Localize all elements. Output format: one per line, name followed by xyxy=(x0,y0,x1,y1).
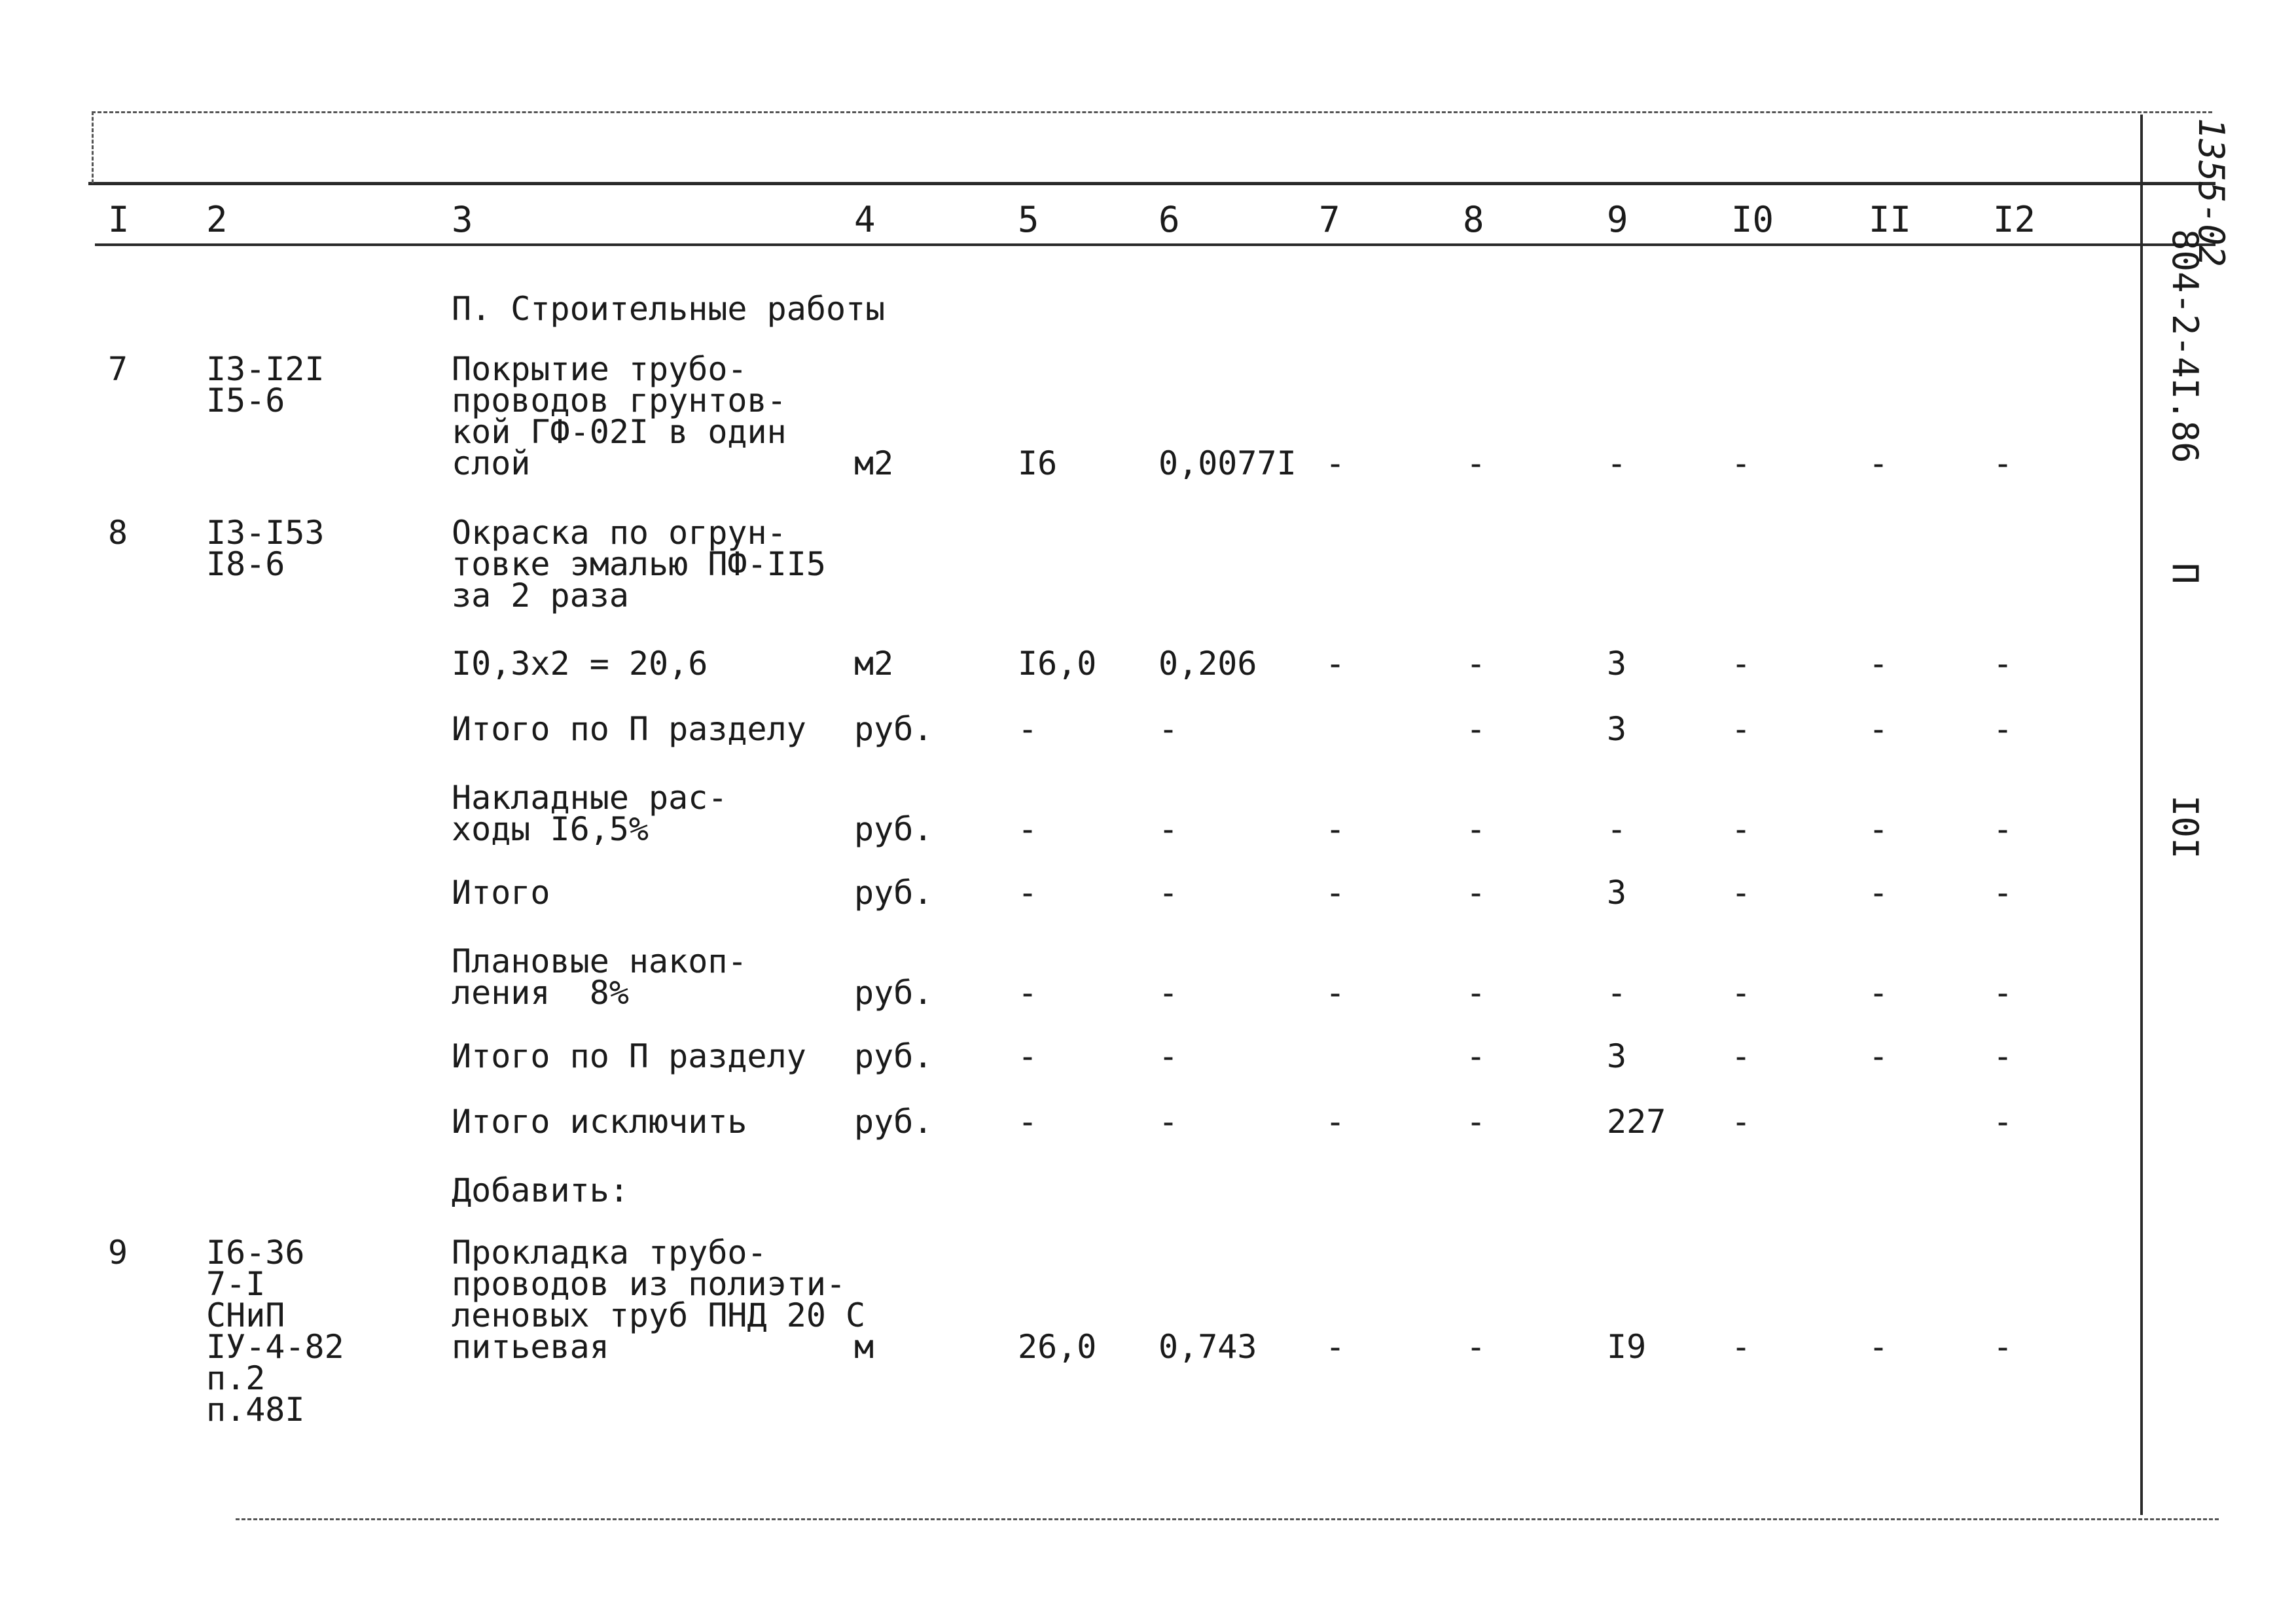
cell-c12: - xyxy=(1993,1328,2013,1366)
cell-c8: - xyxy=(1466,710,1486,748)
page-number: I0I xyxy=(2164,795,2206,859)
description-line: Итого по П разделу xyxy=(452,1037,806,1075)
cell-val: - xyxy=(1158,874,1179,912)
cell-val: - xyxy=(1158,1103,1179,1141)
column-header-6: 6 xyxy=(1158,199,1180,240)
cell-c11: - xyxy=(1869,810,1889,848)
top-border xyxy=(92,111,2212,113)
document-code: 804-2-4I.86 xyxy=(2164,229,2206,463)
cell-c8: - xyxy=(1466,645,1486,683)
cell-c7: - xyxy=(1325,1328,1346,1366)
cell-c12: - xyxy=(1993,1037,2013,1075)
cell-c7: - xyxy=(1325,974,1346,1012)
bottom-border xyxy=(236,1518,2219,1520)
cell-c9: - xyxy=(1607,444,1627,482)
cell-val: - xyxy=(1158,710,1179,748)
cell-c10: - xyxy=(1731,1037,1751,1075)
cell-c11: - xyxy=(1869,1037,1889,1075)
cell-c10: - xyxy=(1731,710,1751,748)
cell-unit: руб. xyxy=(854,1103,933,1141)
cell-c8: - xyxy=(1466,1328,1486,1366)
cell-c8: - xyxy=(1466,1037,1486,1075)
row-description xyxy=(452,1234,866,1366)
header-bottom-rule xyxy=(95,243,2215,246)
column-header-7: 7 xyxy=(1319,199,1340,240)
cell-c9: 3 xyxy=(1607,874,1627,912)
cell-c12: - xyxy=(1993,1103,2013,1141)
column-header-1: I xyxy=(108,199,130,240)
description-line: Добавить: xyxy=(452,1171,629,1209)
description-line: слой xyxy=(452,444,531,482)
cell-unit: руб. xyxy=(854,874,933,912)
part-label: П xyxy=(2164,563,2206,584)
cell-c9: I9 xyxy=(1607,1328,1647,1366)
code-line: IУ-4-82 xyxy=(206,1328,344,1366)
column-header-8: 8 xyxy=(1463,199,1484,240)
cell-val: - xyxy=(1158,974,1179,1012)
cell-c11: - xyxy=(1869,710,1889,748)
row-description xyxy=(452,1037,806,1075)
cell-c8: - xyxy=(1466,874,1486,912)
cell-unit: м2 xyxy=(854,444,894,482)
cell-c10: - xyxy=(1731,810,1751,848)
cell-c9: 227 xyxy=(1607,1103,1666,1141)
cell-qty: - xyxy=(1018,710,1038,748)
description-line: I0,3x2 = 20,6 xyxy=(452,645,708,683)
column-header-10: I0 xyxy=(1731,199,1774,240)
cell-c10: - xyxy=(1731,645,1751,683)
stamp-number: 1355-02 xyxy=(2191,118,2232,267)
row-number: 7 xyxy=(108,350,128,388)
cell-c12: - xyxy=(1993,710,2013,748)
cell-c9: 3 xyxy=(1607,710,1627,748)
cell-qty: - xyxy=(1018,1103,1038,1141)
row-description xyxy=(452,514,826,615)
cell-c9: - xyxy=(1607,974,1627,1012)
right-border xyxy=(2140,115,2143,1515)
cell-unit: м2 xyxy=(854,645,894,683)
left-border xyxy=(92,111,94,183)
cell-val: 0,206 xyxy=(1158,645,1257,683)
column-header-12: I2 xyxy=(1993,199,2036,240)
column-header-2: 2 xyxy=(206,199,228,240)
cell-qty: - xyxy=(1018,874,1038,912)
code-line: СНиП xyxy=(206,1296,285,1334)
cell-c8: - xyxy=(1466,974,1486,1012)
description-line: Итого xyxy=(452,874,550,912)
row-description xyxy=(452,1103,747,1141)
cell-c12: - xyxy=(1993,444,2013,482)
column-header-5: 5 xyxy=(1018,199,1039,240)
code-line: п.2 xyxy=(206,1359,266,1397)
cell-c12: - xyxy=(1993,810,2013,848)
cell-c10: - xyxy=(1731,444,1751,482)
cell-c11: - xyxy=(1869,974,1889,1012)
cell-c12: - xyxy=(1993,874,2013,912)
cell-c12: - xyxy=(1993,645,2013,683)
cell-c8: - xyxy=(1466,810,1486,848)
section-title: П. Строительные работы xyxy=(452,290,886,328)
cell-unit: руб. xyxy=(854,974,933,1012)
cell-c8: - xyxy=(1466,1103,1486,1141)
description-line: питьевая xyxy=(452,1328,609,1366)
cell-qty: I6 xyxy=(1018,444,1058,482)
row-number: 9 xyxy=(108,1234,128,1272)
cell-c11: - xyxy=(1869,1328,1889,1366)
cell-c7: - xyxy=(1325,874,1346,912)
cell-c11: - xyxy=(1869,874,1889,912)
cell-qty: 26,0 xyxy=(1018,1328,1097,1366)
code-line: I3-I53 xyxy=(206,514,325,552)
description-line: кой ГФ-02I в один xyxy=(452,413,787,451)
row-description xyxy=(452,710,806,748)
cell-qty: - xyxy=(1018,974,1038,1012)
row-description xyxy=(452,779,728,848)
cell-c7: - xyxy=(1325,810,1346,848)
column-header-4: 4 xyxy=(854,199,876,240)
cell-c7: - xyxy=(1325,444,1346,482)
description-line: ходы I6,5% xyxy=(452,810,649,848)
row-description xyxy=(452,874,550,912)
cell-unit: руб. xyxy=(854,710,933,748)
description-line: леновых труб ПНД 20 С xyxy=(452,1296,866,1334)
cell-unit: руб. xyxy=(854,1037,933,1075)
description-line: товке эмалью ПФ-II5 xyxy=(452,545,826,583)
cell-val: 0,0077I xyxy=(1158,444,1297,482)
code-line: I3-I2I xyxy=(206,350,325,388)
row-code xyxy=(206,350,325,419)
cell-c11: - xyxy=(1869,444,1889,482)
cell-c9: 3 xyxy=(1607,1037,1627,1075)
cell-c7: - xyxy=(1325,1103,1346,1141)
description-line: Плановые накоп- xyxy=(452,942,747,980)
cell-c11: - xyxy=(1869,645,1889,683)
column-header-11: II xyxy=(1869,199,1912,240)
cell-qty: I6,0 xyxy=(1018,645,1097,683)
row-description xyxy=(452,1171,629,1209)
description-line: за 2 раза xyxy=(452,577,629,615)
description-line: Накладные рас- xyxy=(452,779,728,817)
description-line: Итого исключить xyxy=(452,1103,747,1141)
description-line: Прокладка трубо- xyxy=(452,1234,767,1272)
code-line: п.48I xyxy=(206,1391,305,1429)
cell-qty: - xyxy=(1018,810,1038,848)
cell-val: - xyxy=(1158,1037,1179,1075)
row-description xyxy=(452,942,747,1012)
cell-unit: руб. xyxy=(854,810,933,848)
column-header-9: 9 xyxy=(1607,199,1628,240)
cell-val: 0,743 xyxy=(1158,1328,1257,1366)
cell-c8: - xyxy=(1466,444,1486,482)
row-number: 8 xyxy=(108,514,128,552)
cell-c9: 3 xyxy=(1607,645,1627,683)
code-line: 7-I xyxy=(206,1265,266,1303)
cell-c10: - xyxy=(1731,974,1751,1012)
cell-qty: - xyxy=(1018,1037,1038,1075)
description-line: Окраска по огрун- xyxy=(452,514,787,552)
code-line: I5-6 xyxy=(206,382,285,419)
description-line: Покрытие трубо- xyxy=(452,350,747,388)
code-line: I6-36 xyxy=(206,1234,305,1272)
code-line: I8-6 xyxy=(206,545,285,583)
header-top-rule xyxy=(88,182,2215,185)
description-line: ления 8% xyxy=(452,974,629,1012)
cell-c10: - xyxy=(1731,1103,1751,1141)
row-code xyxy=(206,514,325,583)
cell-val: - xyxy=(1158,810,1179,848)
cell-c12: - xyxy=(1993,974,2013,1012)
cell-c10: - xyxy=(1731,1328,1751,1366)
description-line: Итого по П разделу xyxy=(452,710,806,748)
cell-c9: - xyxy=(1607,810,1627,848)
row-code xyxy=(206,1234,344,1429)
row-description xyxy=(452,645,708,683)
row-description xyxy=(452,350,787,482)
cell-c10: - xyxy=(1731,874,1751,912)
description-line: проводов грунтов- xyxy=(452,382,787,419)
description-line: проводов из полиэти- xyxy=(452,1265,846,1303)
cell-unit: м xyxy=(854,1328,874,1366)
column-header-3: 3 xyxy=(452,199,473,240)
cell-c7: - xyxy=(1325,645,1346,683)
